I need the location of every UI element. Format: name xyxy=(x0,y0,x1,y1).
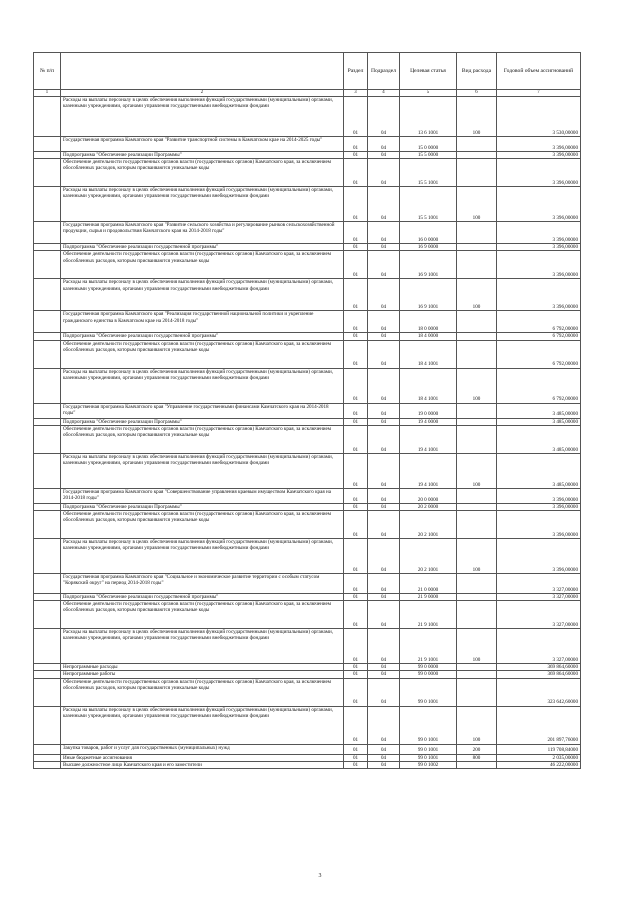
cell-amount: 3 485,00000 xyxy=(497,418,581,425)
cell-razdel: 01 xyxy=(344,159,368,187)
header-podrazdel: Подраздел xyxy=(368,53,400,90)
column-index: 4 xyxy=(368,90,400,97)
cell-podrazdel: 04 xyxy=(368,503,400,510)
cell-cs: 18 4 0000 xyxy=(400,333,457,340)
table-row xyxy=(34,594,581,601)
cell-cs: 99 0 0000 xyxy=(400,664,457,671)
cell-razdel: 01 xyxy=(344,368,368,403)
cell-podrazdel: 04 xyxy=(368,664,400,671)
cell-cs: 20 2 1001 xyxy=(400,539,457,574)
cell-podrazdel: 04 xyxy=(368,97,400,137)
table-header-row xyxy=(34,53,581,90)
header-name xyxy=(61,53,344,90)
cell-name: Подпрограмма "Обеспечение реализации государственной программы" xyxy=(61,333,344,340)
cell-cs: 20 0 0000 xyxy=(400,488,457,503)
table-row xyxy=(34,671,581,678)
cell-vr: 100 xyxy=(457,187,497,222)
header-cs: Целевая статья xyxy=(400,53,457,90)
header-razdel: Раздел xyxy=(344,53,368,90)
cell-podrazdel: 04 xyxy=(368,539,400,574)
table-row xyxy=(34,244,581,251)
cell-podrazdel: 04 xyxy=(368,601,400,629)
cell-cs: 13 6 1001 xyxy=(400,97,457,137)
cell-cs: 16 9 0000 xyxy=(400,244,457,251)
cell-podrazdel: 04 xyxy=(368,488,400,503)
cell-razdel: 01 xyxy=(344,671,368,678)
column-index-row xyxy=(34,90,581,97)
cell-podrazdel: 04 xyxy=(368,671,400,678)
cell-name: Обеспечение деятельности государственных органов власти (государственных органов) Камчатского края, за исключением обособленных расходов, которым присваиваются уникальные коды xyxy=(61,511,344,539)
cell-amount: 3 396,00000 xyxy=(497,187,581,222)
cell-amount: 3 327,00000 xyxy=(497,574,581,594)
cell-num xyxy=(34,629,61,664)
table-row xyxy=(34,761,581,768)
cell-vr xyxy=(457,152,497,159)
cell-name: Обеспечение деятельности государственных органов власти (государственных органов) Камчатского края, за исключением обособленных расходов, которым присваиваются уникальные коды xyxy=(61,678,344,706)
cell-amount: 3 327,00000 xyxy=(497,594,581,601)
cell-amount: 3 396,00000 xyxy=(497,511,581,539)
cell-name: Расходы на выплаты персоналу в целях обеспечения выполнения функций государственными (муниципальными) органами, казенными учреждениями, органами управления государственными внебюджетными фондами xyxy=(61,453,344,488)
cell-name: Государственная программа Камчатского края "Социальное и экономическое развитие территории с особым статусом "Корякский округ" на период 2014-2018 годы" xyxy=(61,574,344,594)
cell-cs: 99 0 1001 xyxy=(400,706,457,744)
cell-name: Расходы на выплаты персоналу в целях обеспечения выполнения функций государственными (муниципальными) органами, казенными учреждениями, органами управления государственными внебюджетными фондами xyxy=(61,629,344,664)
cell-razdel: 01 xyxy=(344,664,368,671)
cell-num xyxy=(34,488,61,503)
cell-vr xyxy=(457,761,497,768)
table-row xyxy=(34,311,581,333)
cell-amount: 3 396,00000 xyxy=(497,539,581,574)
cell-cs: 15 5 1001 xyxy=(400,187,457,222)
page-number: 3 xyxy=(318,873,322,879)
cell-vr xyxy=(457,678,497,706)
cell-amount: 3 327,00000 xyxy=(497,629,581,664)
column-index: 6 xyxy=(457,90,497,97)
cell-cs: 15 5 0000 xyxy=(400,152,457,159)
cell-podrazdel: 04 xyxy=(368,706,400,744)
cell-amount: 3 396,00000 xyxy=(497,159,581,187)
cell-vr xyxy=(457,425,497,453)
cell-num xyxy=(34,601,61,629)
cell-podrazdel: 04 xyxy=(368,744,400,754)
table-row xyxy=(34,222,581,244)
cell-amount: 201 897,76000 xyxy=(497,706,581,744)
cell-amount: 6 792,00000 xyxy=(497,333,581,340)
cell-podrazdel: 04 xyxy=(368,333,400,340)
cell-num xyxy=(34,754,61,761)
cell-razdel: 01 xyxy=(344,574,368,594)
cell-razdel: 01 xyxy=(344,754,368,761)
cell-amount: 3 396,00000 xyxy=(497,279,581,311)
table-body xyxy=(34,97,581,769)
table-row xyxy=(34,333,581,340)
cell-razdel: 01 xyxy=(344,761,368,768)
cell-razdel: 01 xyxy=(344,333,368,340)
column-index: 7 xyxy=(497,90,581,97)
header-amount: Годовой объем ассигнований xyxy=(497,53,581,90)
cell-cs: 20 2 1001 xyxy=(400,511,457,539)
cell-amount: 3 396,00000 xyxy=(497,137,581,152)
cell-cs: 19 4 0000 xyxy=(400,418,457,425)
cell-amount: 3 396,00000 xyxy=(497,503,581,510)
cell-num xyxy=(34,244,61,251)
cell-razdel: 01 xyxy=(344,340,368,368)
cell-vr xyxy=(457,222,497,244)
cell-num xyxy=(34,311,61,333)
cell-num xyxy=(34,279,61,311)
cell-razdel: 01 xyxy=(344,222,368,244)
cell-cs: 99 0 1001 xyxy=(400,744,457,754)
cell-amount: 3 485,00000 xyxy=(497,403,581,418)
table-row xyxy=(34,97,581,137)
cell-num xyxy=(34,539,61,574)
cell-podrazdel: 04 xyxy=(368,244,400,251)
cell-cs: 19 4 1001 xyxy=(400,453,457,488)
cell-amount: 3 396,00000 xyxy=(497,244,581,251)
cell-razdel: 01 xyxy=(344,539,368,574)
table-row xyxy=(34,511,581,539)
column-index: 5 xyxy=(400,90,457,97)
cell-cs: 99 0 1002 xyxy=(400,761,457,768)
cell-name: Расходы на выплаты персоналу в целях обеспечения выполнения функций государственными (муниципальными) органами, казенными учреждениями, органами управления государственными внебюджетными фондами xyxy=(61,706,344,744)
cell-vr xyxy=(457,251,497,279)
cell-razdel: 01 xyxy=(344,244,368,251)
cell-num xyxy=(34,251,61,279)
cell-cs: 99 0 0000 xyxy=(400,671,457,678)
header-vr: Вид расхода xyxy=(457,53,497,90)
cell-amount: 3 396,00000 xyxy=(497,222,581,244)
cell-num xyxy=(34,418,61,425)
table-row xyxy=(34,418,581,425)
cell-name: Подпрограмма "Обеспечение реализации Программы" xyxy=(61,418,344,425)
table-row xyxy=(34,187,581,222)
cell-vr: 100 xyxy=(457,453,497,488)
table-row xyxy=(34,425,581,453)
cell-name: Расходы на выплаты персоналу в целях обеспечения выполнения функций государственными (муниципальными) органами, казенными учреждениями, органами управления государственными внебюджетными фондами xyxy=(61,97,344,137)
header-num: № п/п xyxy=(34,53,61,90)
cell-amount: 369 864,60000 xyxy=(497,664,581,671)
cell-name: Иные бюджетные ассигнования xyxy=(61,754,344,761)
cell-vr xyxy=(457,664,497,671)
cell-cs: 20 2 0000 xyxy=(400,503,457,510)
cell-num xyxy=(34,137,61,152)
cell-num xyxy=(34,574,61,594)
cell-vr xyxy=(457,671,497,678)
table-row xyxy=(34,601,581,629)
cell-amount: 323 642,60000 xyxy=(497,678,581,706)
table-row xyxy=(34,368,581,403)
cell-num xyxy=(34,333,61,340)
cell-razdel: 01 xyxy=(344,594,368,601)
table-row xyxy=(34,137,581,152)
cell-podrazdel: 04 xyxy=(368,340,400,368)
cell-vr xyxy=(457,311,497,333)
cell-vr xyxy=(457,418,497,425)
cell-name: Государственная программа Камчатского края "Управление государственными финансами Камчатского края на 2014-2018 годы" xyxy=(61,403,344,418)
cell-podrazdel: 04 xyxy=(368,425,400,453)
cell-vr xyxy=(457,333,497,340)
cell-amount: 119 708,84000 xyxy=(497,744,581,754)
cell-num xyxy=(34,368,61,403)
cell-vr: 200 xyxy=(457,744,497,754)
cell-vr xyxy=(457,503,497,510)
cell-razdel: 01 xyxy=(344,601,368,629)
cell-name: Непрограммные работы xyxy=(61,671,344,678)
cell-podrazdel: 04 xyxy=(368,511,400,539)
table-row xyxy=(34,251,581,279)
cell-vr xyxy=(457,488,497,503)
cell-name: Расходы на выплаты персоналу в целях обеспечения выполнения функций государственными (муниципальными) органами, казенными учреждениями, органами управления государственными внебюджетными фондами xyxy=(61,279,344,311)
cell-amount: 3 485,00000 xyxy=(497,425,581,453)
cell-cs: 15 5 1001 xyxy=(400,159,457,187)
cell-vr: 100 xyxy=(457,97,497,137)
table-row xyxy=(34,279,581,311)
cell-razdel: 01 xyxy=(344,629,368,664)
table-row xyxy=(34,403,581,418)
cell-podrazdel: 04 xyxy=(368,368,400,403)
cell-num xyxy=(34,706,61,744)
cell-name: Расходы на выплаты персоналу в целях обеспечения выполнения функций государственными (муниципальными) органами, казенными учреждениями, органами управления государственными внебюджетными фондами xyxy=(61,368,344,403)
cell-razdel: 01 xyxy=(344,311,368,333)
cell-razdel: 01 xyxy=(344,453,368,488)
cell-razdel: 01 xyxy=(344,403,368,418)
cell-vr xyxy=(457,244,497,251)
cell-cs: 21 9 1001 xyxy=(400,601,457,629)
cell-podrazdel: 04 xyxy=(368,594,400,601)
cell-vr: 100 xyxy=(457,706,497,744)
column-index: 1 xyxy=(34,90,61,97)
cell-num xyxy=(34,187,61,222)
cell-cs: 15 0 0000 xyxy=(400,137,457,152)
cell-num xyxy=(34,340,61,368)
cell-cs: 99 0 1001 xyxy=(400,678,457,706)
cell-num xyxy=(34,403,61,418)
cell-name: Подпрограмма "Обеспечение реализации государственной программы" xyxy=(61,244,344,251)
cell-cs: 18 4 1001 xyxy=(400,340,457,368)
cell-name: Непрограммные расходы xyxy=(61,664,344,671)
cell-amount: 3 396,00000 xyxy=(497,152,581,159)
cell-amount: 3 485,00000 xyxy=(497,453,581,488)
cell-num xyxy=(34,425,61,453)
cell-podrazdel: 04 xyxy=(368,137,400,152)
cell-vr: 100 xyxy=(457,539,497,574)
cell-razdel: 01 xyxy=(344,418,368,425)
cell-cs: 21 9 0000 xyxy=(400,594,457,601)
cell-amount: 3 396,00000 xyxy=(497,488,581,503)
cell-amount: 6 792,00000 xyxy=(497,340,581,368)
table-row xyxy=(34,488,581,503)
cell-podrazdel: 04 xyxy=(368,159,400,187)
cell-name: Обеспечение деятельности государственных органов власти (государственных органов) Камчатского края, за исключением обособленных расходов, которым присваиваются уникальные коды xyxy=(61,159,344,187)
cell-vr xyxy=(457,574,497,594)
cell-vr xyxy=(457,403,497,418)
table-row xyxy=(34,754,581,761)
cell-amount: 6 792,00000 xyxy=(497,311,581,333)
cell-amount: 369 864,60000 xyxy=(497,671,581,678)
cell-razdel: 01 xyxy=(344,706,368,744)
cell-cs: 19 0 0000 xyxy=(400,403,457,418)
cell-amount: 46 222,00000 xyxy=(497,761,581,768)
cell-podrazdel: 04 xyxy=(368,403,400,418)
cell-podrazdel: 04 xyxy=(368,187,400,222)
cell-vr: 100 xyxy=(457,629,497,664)
cell-name: Закупка товаров, работ и услуг для государственных (муниципальных) нужд xyxy=(61,744,344,754)
cell-name: Расходы на выплаты персоналу в целях обеспечения выполнения функций государственными (муниципальными) органами, казенными учреждениями, органами управления государственными внебюджетными фондами xyxy=(61,539,344,574)
table-row xyxy=(34,706,581,744)
cell-vr xyxy=(457,511,497,539)
cell-num xyxy=(34,97,61,137)
cell-cs: 21 0 0000 xyxy=(400,574,457,594)
cell-name: Обеспечение деятельности государственных органов власти (государственных органов) Камчатского края, за исключением обособленных расходов, которым присваиваются уникальные коды xyxy=(61,601,344,629)
cell-amount: 6 792,00000 xyxy=(497,368,581,403)
cell-cs: 19 4 1001 xyxy=(400,425,457,453)
cell-podrazdel: 04 xyxy=(368,761,400,768)
cell-vr xyxy=(457,159,497,187)
cell-amount: 2 035,00000 xyxy=(497,754,581,761)
table-row xyxy=(34,503,581,510)
cell-razdel: 01 xyxy=(344,279,368,311)
cell-cs: 16 9 1001 xyxy=(400,251,457,279)
cell-amount: 3 396,00000 xyxy=(497,251,581,279)
cell-num xyxy=(34,159,61,187)
cell-razdel: 01 xyxy=(344,137,368,152)
cell-num xyxy=(34,744,61,754)
table-row xyxy=(34,664,581,671)
cell-vr xyxy=(457,340,497,368)
cell-podrazdel: 04 xyxy=(368,251,400,279)
cell-num xyxy=(34,671,61,678)
column-index: 2 xyxy=(61,90,344,97)
cell-podrazdel: 04 xyxy=(368,629,400,664)
cell-name: Подпрограмма "Обеспечение реализации Программы" xyxy=(61,152,344,159)
cell-cs: 99 0 1001 xyxy=(400,754,457,761)
cell-razdel: 01 xyxy=(344,678,368,706)
cell-podrazdel: 04 xyxy=(368,754,400,761)
cell-name: Государственная программа Камчатского края "Реализация государственной национальной политики и укрепление гражданского единства в Камчатском крае на 2014-2018 годы" xyxy=(61,311,344,333)
cell-razdel: 01 xyxy=(344,187,368,222)
cell-num xyxy=(34,503,61,510)
table-row xyxy=(34,539,581,574)
cell-podrazdel: 04 xyxy=(368,453,400,488)
cell-vr: 100 xyxy=(457,279,497,311)
cell-name: Обеспечение деятельности государственных органов власти (государственных органов) Камчатского края, за исключением обособленных расходов, которым присваиваются уникальные коды xyxy=(61,425,344,453)
table-row xyxy=(34,574,581,594)
cell-amount: 3 530,00000 xyxy=(497,97,581,137)
table-row xyxy=(34,152,581,159)
cell-cs: 18 4 1001 xyxy=(400,368,457,403)
cell-name: Высшее должностное лицо Камчатского края и его заместители xyxy=(61,761,344,768)
cell-podrazdel: 04 xyxy=(368,678,400,706)
cell-name: Обеспечение деятельности государственных органов власти (государственных органов) Камчатского края, за исключением обособленных расходов, которым присваиваются уникальные коды xyxy=(61,340,344,368)
cell-podrazdel: 04 xyxy=(368,574,400,594)
table-row xyxy=(34,744,581,754)
cell-razdel: 01 xyxy=(344,425,368,453)
cell-razdel: 01 xyxy=(344,251,368,279)
cell-vr: 100 xyxy=(457,368,497,403)
cell-razdel: 01 xyxy=(344,97,368,137)
cell-cs: 16 9 1001 xyxy=(400,279,457,311)
cell-num xyxy=(34,511,61,539)
cell-podrazdel: 04 xyxy=(368,222,400,244)
cell-name: Государственная программа Камчатского края "Развитие сельского хозяйства и регулирование рынков сельскохозяйственной продукции, сырья и продовольствия Камчатского края на 2014-2018 годы" xyxy=(61,222,344,244)
cell-num xyxy=(34,152,61,159)
cell-cs: 18 0 0000 xyxy=(400,311,457,333)
cell-name: Подпрограмма "Обеспечение реализации Программы" xyxy=(61,503,344,510)
cell-amount: 3 327,00000 xyxy=(497,601,581,629)
cell-razdel: 01 xyxy=(344,744,368,754)
cell-cs: 21 9 1001 xyxy=(400,629,457,664)
cell-vr xyxy=(457,594,497,601)
cell-num xyxy=(34,678,61,706)
table-row xyxy=(34,629,581,664)
cell-name: Государственная программа Камчатского края "Совершенствование управления краевым имуществом Камчатского края на 2014-2018 годы" xyxy=(61,488,344,503)
cell-num xyxy=(34,594,61,601)
cell-vr xyxy=(457,137,497,152)
column-index: 3 xyxy=(344,90,368,97)
cell-vr xyxy=(457,601,497,629)
cell-razdel: 01 xyxy=(344,152,368,159)
budget-table xyxy=(33,52,581,769)
cell-num xyxy=(34,222,61,244)
cell-name: Государственная программа Камчатского края "Развитие транспортной системы в Камчатском крае на 2014-2025 годы" xyxy=(61,137,344,152)
table-row xyxy=(34,159,581,187)
cell-name: Расходы на выплаты персоналу в целях обеспечения выполнения функций государственными (муниципальными) органами, казенными учреждениями, органами управления государственными внебюджетными фондами xyxy=(61,187,344,222)
cell-razdel: 01 xyxy=(344,511,368,539)
cell-num xyxy=(34,664,61,671)
cell-name: Подпрограмма "Обеспечение реализации государственной программы" xyxy=(61,594,344,601)
cell-razdel: 01 xyxy=(344,503,368,510)
cell-num xyxy=(34,453,61,488)
table-row xyxy=(34,453,581,488)
cell-podrazdel: 04 xyxy=(368,152,400,159)
cell-podrazdel: 04 xyxy=(368,418,400,425)
cell-vr: 800 xyxy=(457,754,497,761)
cell-num xyxy=(34,761,61,768)
cell-podrazdel: 04 xyxy=(368,279,400,311)
cell-cs: 16 0 0000 xyxy=(400,222,457,244)
table-row xyxy=(34,678,581,706)
cell-name: Обеспечение деятельности государственных органов власти (государственных органов) Камчатского края, за исключением обособленных расходов, которым присваиваются уникальные коды xyxy=(61,251,344,279)
cell-podrazdel: 04 xyxy=(368,311,400,333)
table-row xyxy=(34,340,581,368)
cell-razdel: 01 xyxy=(344,488,368,503)
